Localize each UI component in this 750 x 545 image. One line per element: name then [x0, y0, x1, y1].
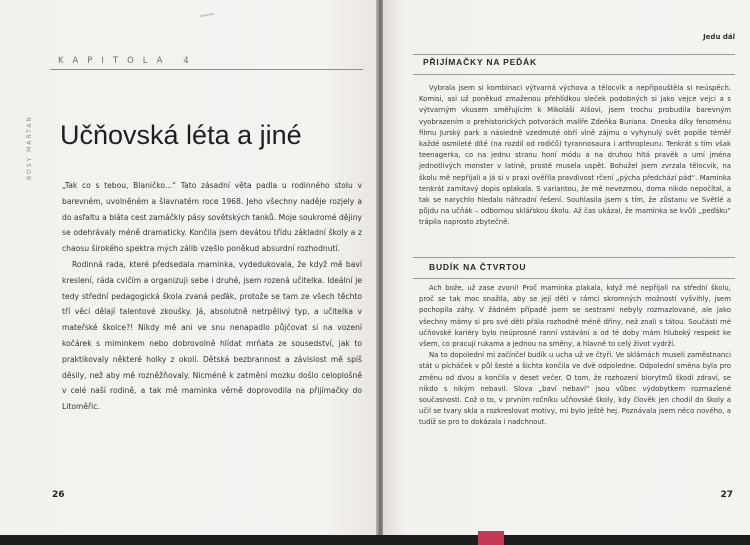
- section-rule: [413, 74, 735, 75]
- bookmark-ribbon: [478, 531, 504, 545]
- running-head: Jedu dál: [703, 33, 735, 41]
- right-body-text-2: [419, 283, 731, 493]
- paragraph: „Tak co s tebou, Blaničko...“ Tato zásadní věta padla u rodinného stolu v barevném, uvolněném a šlavnatém roce 1968. Jeho všechny naděje rozjely a do asfaltu a bláta cest zamáčkly pásy sovětských tanků. Moje soukromé dějiny se odehrávaly méně dramaticky. Končila jsem devátou třídu základní školy a z chaosu širokého spektra mých zálib vzešlo poněkud absurdní rozhodnutí.: [62, 181, 362, 254]
- side-author-label: BOSY MARTAN: [26, 115, 33, 180]
- left-body-text: [62, 178, 362, 418]
- section-rule: [413, 257, 735, 258]
- section-rule: [413, 278, 735, 279]
- book-bottom-edge: [0, 535, 750, 545]
- page-number-right: 27: [720, 490, 733, 500]
- page-mark: [200, 13, 214, 17]
- section-title-budik: BUDÍK NA ČTVRTOU: [429, 262, 527, 272]
- section-rule: [413, 54, 735, 55]
- paragraph: Na to dopolední mi začínčel budík u ucha už ve čtyři. Ve sklárnách museli zaměstnanci stát u pícháček v půl šesté a šichta končila ve dvě odpoledne. Odpolední směna byla pro změnu od dvou a končila v deset večer. O tom, že rozhození biorytmů škodí zdraví, se nikdo s nikým nebavil. Slova „baví nebaví“ jsou vůbec výdobytkem rozmazlené současnosti. Což o to, v prvním ročníku učňovské školy, kdy člověk jen chodil do školy a učil se tvary skla a rozkreslovat motivy, mi bylo ještě hej. Poznávala jsem něco nového, a tudíž se pro to dokázala i nadchnout.: [419, 351, 731, 427]
- chapter-label: KAPITOLA 4: [58, 56, 198, 66]
- right-body-text-1: [419, 83, 731, 253]
- chapter-title: Učňovská léta a jiné: [60, 120, 302, 150]
- chapter-rule: [50, 69, 363, 70]
- paragraph: Vybrala jsem si kombinaci výtvarná výchova a tělocvik a nepřipouštěla si neúspěch. Komisi, asi už poněkud zmaženou přehlídkou sleček podobných si jako vejce vejci a s výtvarným vkusem směřujícím k Mikoláši Alšovi, jsem trochu probudila barevným vyobrazením o prehistorických potvorách malíře Zdeňka Buriana. Dneska díky fenoménu filmu Jurský park a následně vzedmuté obří vlně zájmu o vyhynulý svět popíše téměř každé osmileté dítě (na rozdíl od rodičů) tyrannosaura i arthropleuru. Tenkrát s tím však teenagerka, co na jednu stranu honí módu a na druhou hltá pravěk a umí jména jednotlivých monster v latině, prostě musela uspět. Bohužel jsem zvrzala tělocvik, na školu mě nepřijali a já si v praxi ověřila pravdivost rčení „pýcha předchází pád“. Maminka tenkrát zamítavý dopis oplakala. S variantou, že mě nevezmou, doma nikdo nepočítal, a tak se narychlo hledalo náhradní řešení. Souhlasila jsem s tím, že zůstanu ve Světlé a půjdu na učňák – odbornou sklářskou školu. Až čas ukázal, že maminka se kvůli „peďáku“ trápila naprosto zbytečně.: [419, 84, 731, 227]
- paragraph: Ach bože, už zase zvoní! Proč maminka plakala, když mě nepřijali na střední školu, proč se tak moc snažila, aby se její děti v rámci skromných možností vyšvihly, jsem pochopila záhy. V žádném případě jsem se sestrami nebyly rozmazlované, ale jako všechny mámy si pro své děti přála rozhodně méně dřiny, než znali s tátou. Součástí mé učňovské kariéry bylo neúprosné ranní vstávání a od té doby mám hluboký respekt ke všem, co pracují rukama a jednou na směny, a hlavně to celý život vydrží.: [419, 284, 731, 349]
- section-title-prijimacky: PŘIJÍMAČKY NA PEĎÁK: [423, 57, 537, 67]
- paragraph: Rodinná rada, které předsedala maminka, vydedukovala, že když mě baví kreslení, ráda cvičím a organizuji sebe i druhé, jsem rozená učitelka. Ideální je tedy střední pedagogická škola zvaná peďák, protože se tam ze všech těchto tří věcí dělají talentové zkoušky. Já, absolutně netrpělivý typ, a učitelka v mateřské školce?! Nikdy mě ani ve snu nenapadlo půjčovat si na vození kočárek s miminkem nebo dobrovolně hlídat mrňata ze sousedství, jak to praktikovaly některé holky z okolí. Dětská bezbrannost a závislost mě spíš děsily, než aby mě rozněžňovaly. Nicméně k zatmění mozku došlo celoplošně v celé naší rodině, a tak mě maminka věrně doprovodila na přijímačky do Litoměřic.: [62, 259, 362, 412]
- left-page: [0, 0, 378, 535]
- page-number-left: 26: [52, 490, 65, 500]
- right-page: [383, 0, 750, 535]
